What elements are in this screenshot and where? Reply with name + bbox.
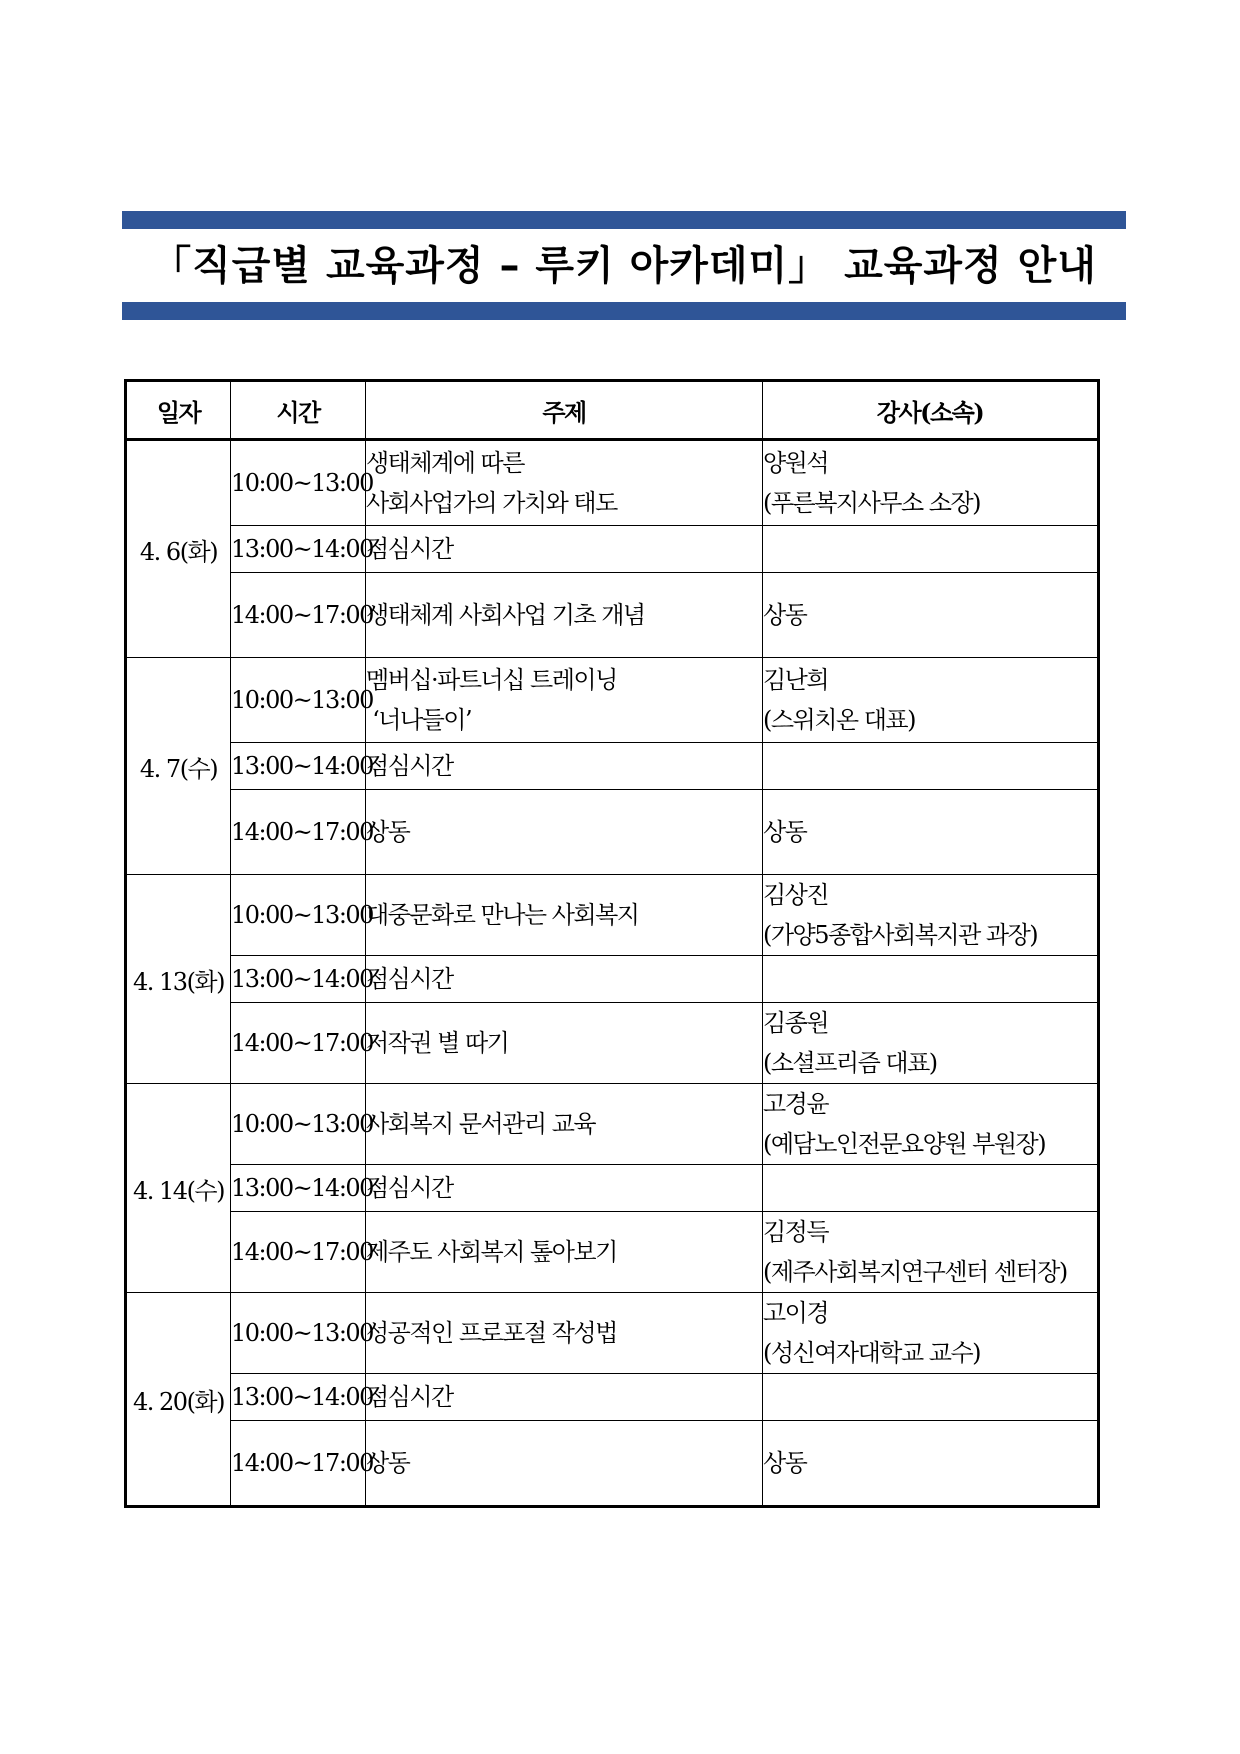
time-cell: 13:00~14:00	[231, 1165, 366, 1212]
title-bar-top	[122, 211, 1126, 229]
topic-cell	[366, 1374, 763, 1421]
lecturer-cell	[763, 658, 1099, 743]
lecturer-cell	[763, 440, 1099, 526]
time-cell: 13:00~14:00	[231, 1374, 366, 1421]
time-cell: 14:00~17:00	[231, 1003, 366, 1084]
table-row	[126, 743, 1099, 790]
topic-cell	[366, 658, 763, 743]
time-cell: 13:00~14:00	[231, 956, 366, 1003]
topic-line: 생태체계 사회사업 기초 개념	[366, 601, 645, 629]
topic-line: ‘너나들이’	[366, 706, 472, 734]
lecturer-name: 상동	[763, 818, 807, 846]
topic-cell	[366, 573, 763, 658]
time-cell: 10:00~13:00	[231, 440, 366, 526]
lecturer-cell	[763, 956, 1099, 1003]
lecturer-affiliation: (예담노인전문요양원 부원장)	[763, 1130, 1046, 1158]
schedule-body	[126, 440, 1099, 1507]
table-row	[126, 875, 1099, 956]
topic-cell	[366, 1212, 763, 1293]
header-row	[126, 381, 1099, 440]
header-time: 시간	[231, 381, 366, 440]
header-topic: 주제	[366, 381, 763, 440]
topic-cell	[366, 1003, 763, 1084]
lecturer-cell	[763, 875, 1099, 956]
lecturer-cell	[763, 573, 1099, 658]
table-row	[126, 1003, 1099, 1084]
topic-line: 상동	[366, 818, 410, 846]
topic-line: 저작권 별 따기	[366, 1029, 509, 1057]
lecturer-affiliation: (가양5종합사회복지관 과장)	[763, 921, 1038, 949]
table-row	[126, 956, 1099, 1003]
lecturer-name: 김난희	[763, 666, 829, 694]
lecturer-cell	[763, 1003, 1099, 1084]
date-cell: 4. 13(화)	[126, 875, 231, 1084]
topic-line: 상동	[366, 1449, 410, 1477]
lecturer-affiliation: (제주사회복지연구센터 센터장)	[763, 1258, 1067, 1286]
lecturer-cell	[763, 790, 1099, 875]
time-cell: 10:00~13:00	[231, 875, 366, 956]
lecturer-name: 김정득	[763, 1218, 829, 1246]
time-cell: 14:00~17:00	[231, 1212, 366, 1293]
schedule-table	[124, 379, 1100, 1508]
date-cell: 4. 14(수)	[126, 1084, 231, 1293]
lecturer-cell	[763, 526, 1099, 573]
lecturer-cell	[763, 1374, 1099, 1421]
lecturer-cell	[763, 1421, 1099, 1507]
lecturer-cell	[763, 1165, 1099, 1212]
lecturer-cell	[763, 743, 1099, 790]
date-cell: 4. 20(화)	[126, 1293, 231, 1507]
topic-cell	[366, 1293, 763, 1374]
lecturer-cell	[763, 1212, 1099, 1293]
topic-cell	[366, 526, 763, 573]
topic-line: 점심시간	[366, 535, 453, 563]
topic-line: 점심시간	[366, 1174, 453, 1202]
lecturer-name: 상동	[763, 1449, 807, 1477]
topic-line: 멤버십·파트너십 트레이닝	[366, 666, 617, 694]
table-row	[126, 790, 1099, 875]
lecturer-affiliation: (푸른복지사무소 소장)	[763, 489, 981, 517]
lecturer-name: 상동	[763, 601, 807, 629]
table-row	[126, 440, 1099, 526]
lecturer-affiliation: (소셜프리즘 대표)	[763, 1049, 937, 1077]
lecturer-affiliation: (스위치온 대표)	[763, 706, 915, 734]
topic-line: 점심시간	[366, 752, 453, 780]
topic-cell	[366, 1165, 763, 1212]
topic-line: 사회사업가의 가치와 태도	[366, 489, 617, 517]
table-row	[126, 526, 1099, 573]
topic-cell	[366, 1084, 763, 1165]
time-cell: 13:00~14:00	[231, 526, 366, 573]
lecturer-affiliation: (성신여자대학교 교수)	[763, 1339, 981, 1367]
lecturer-name: 고경윤	[763, 1090, 829, 1118]
lecturer-name: 양원석	[763, 449, 829, 477]
topic-line: 성공적인 프로포절 작성법	[366, 1319, 617, 1347]
topic-cell	[366, 790, 763, 875]
topic-line: 생태체계에 따른	[366, 449, 524, 477]
page-title: 「직급별 교육과정 – 루키 아카데미」 교육과정 안내	[151, 243, 1097, 289]
lecturer-name: 김상진	[763, 881, 829, 909]
lecturer-cell	[763, 1293, 1099, 1374]
table-row	[126, 658, 1099, 743]
table-row	[126, 1084, 1099, 1165]
topic-cell	[366, 875, 763, 956]
time-cell: 10:00~13:00	[231, 1084, 366, 1165]
title-bar-bottom	[122, 302, 1126, 320]
topic-cell	[366, 440, 763, 526]
time-cell: 14:00~17:00	[231, 1421, 366, 1507]
time-cell: 10:00~13:00	[231, 1293, 366, 1374]
date-cell: 4. 7(수)	[126, 658, 231, 875]
time-cell: 14:00~17:00	[231, 790, 366, 875]
header-date: 일자	[126, 381, 231, 440]
table-row	[126, 1293, 1099, 1374]
lecturer-name: 김종원	[763, 1009, 829, 1037]
time-cell: 14:00~17:00	[231, 573, 366, 658]
topic-line: 점심시간	[366, 1383, 453, 1411]
table-row	[126, 573, 1099, 658]
topic-line: 점심시간	[366, 965, 453, 993]
time-cell: 13:00~14:00	[231, 743, 366, 790]
topic-cell	[366, 743, 763, 790]
topic-cell	[366, 956, 763, 1003]
topic-line: 사회복지 문서관리 교육	[366, 1110, 596, 1138]
table-row	[126, 1421, 1099, 1507]
lecturer-cell	[763, 1084, 1099, 1165]
time-cell: 10:00~13:00	[231, 658, 366, 743]
date-cell: 4. 6(화)	[126, 440, 231, 658]
topic-line: 제주도 사회복지 톺아보기	[366, 1238, 617, 1266]
topic-line: 대중문화로 만나는 사회복지	[366, 901, 639, 929]
topic-cell	[366, 1421, 763, 1507]
table-row	[126, 1374, 1099, 1421]
table-row	[126, 1212, 1099, 1293]
table-row	[126, 1165, 1099, 1212]
header-lecturer: 강사(소속)	[763, 381, 1099, 440]
lecturer-name: 고이경	[763, 1299, 829, 1327]
